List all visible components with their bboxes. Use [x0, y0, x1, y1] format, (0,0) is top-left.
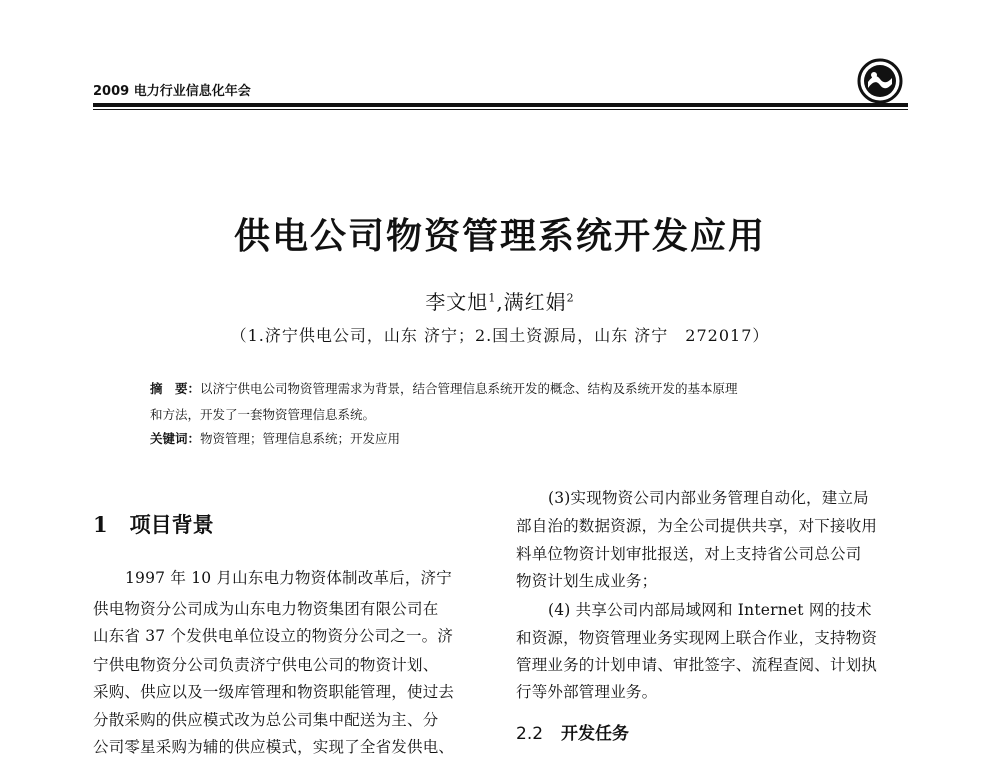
subsection-heading — [516, 719, 629, 744]
section-number: 1 — [93, 512, 108, 537]
body-line: 部自治的数据资源，为全公司提供共享，对下接收用 — [516, 517, 878, 535]
author-name: 李文旭 — [425, 290, 489, 314]
abstract-label: 摘 要： — [150, 381, 201, 396]
conference-seal-logo — [857, 58, 903, 104]
paper-title: 供电公司物资管理系统开发应用 — [233, 215, 766, 257]
header-rule-thick — [93, 103, 908, 107]
body-line: 行等外部管理业务。 — [516, 683, 658, 701]
body-line: 采购、供应以及一级库管理和物资职能管理，使过去 — [93, 683, 455, 701]
body-line: 分散采购的供应模式改为总公司集中配送为主、分 — [93, 711, 439, 729]
body-line: 料单位物资计划审批报送，对上支持省公司总公司 — [516, 545, 862, 563]
affiliation: （1.济宁供电公司，山东 济宁；2.国土资源局，山东 济宁 272017） — [230, 326, 770, 345]
keywords — [150, 429, 400, 447]
body-line: 和资源，物资管理业务实现网上联合作业，支持物资 — [516, 629, 878, 647]
section-title: 项目背景 — [129, 512, 214, 537]
author-affiliation-mark: 1 — [488, 291, 497, 305]
author-affiliation-mark: 2 — [566, 291, 575, 305]
keywords-label: 关键词： — [150, 431, 201, 446]
body-line: 山东省 37 个发供电单位设立的物资分公司之一。济 — [93, 627, 454, 645]
conference-header: 2009 电力行业信息化年会 — [93, 84, 251, 99]
body-line: 物资计划生成业务； — [516, 572, 658, 590]
header-rule-thin — [93, 109, 908, 110]
body-line: (4) 共享公司内部局域网和 Internet 网的技术 — [548, 601, 872, 619]
section-heading — [93, 509, 214, 539]
abstract — [150, 376, 870, 428]
body-line: 管理业务的计划申请、审批签字、流程查阅、计划执 — [516, 656, 878, 674]
keywords-text: 物资管理；管理信息系统；开发应用 — [200, 431, 401, 446]
abstract-line — [150, 402, 870, 428]
body-line: 供电物资分公司成为山东电力物资集团有限公司在 — [93, 600, 439, 618]
subsection-number: 2.2 — [516, 724, 544, 744]
body-line: 公司零星采购为辅的供应模式，实现了全省发供电、 — [93, 738, 455, 756]
body-line: (3)实现物资公司内部业务管理自动化，建立局 — [548, 489, 869, 507]
body-line: 1997 年 10 月山东电力物资体制改革后，济宁 — [125, 569, 452, 587]
abstract-line — [150, 376, 870, 402]
abstract-text: 以济宁供电公司物资管理需求为背景，结合管理信息系统开发的概念、结构及系统开发的基本原理 — [200, 381, 738, 396]
body-line: 宁供电物资分公司负责济宁供电公司的物资计划、 — [93, 656, 439, 674]
subsection-title: 开发任务 — [561, 724, 630, 744]
author-name: 满红娟 — [503, 290, 567, 314]
abstract-text: 和方法，开发了一套物资管理信息系统。 — [150, 407, 376, 422]
author-list: 李文旭$^1$,满红娟$^2$ — [425, 290, 575, 314]
